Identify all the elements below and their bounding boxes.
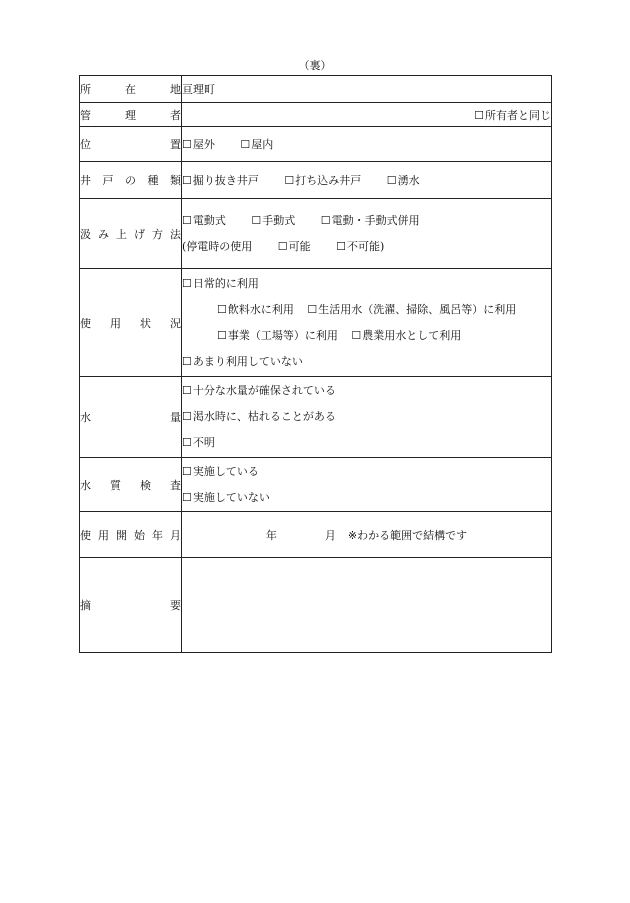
checkbox-icon: ☐: [182, 276, 192, 290]
option-label: あまり利用していない: [192, 354, 303, 368]
label-char: 査: [170, 478, 181, 492]
checkbox-icon: ☐: [251, 213, 262, 227]
option-label: 屋外: [192, 138, 215, 151]
start-date-note: ※わかる範囲で結構です: [347, 528, 468, 542]
label-well-type: [80, 162, 182, 199]
label-char: 上: [116, 227, 127, 241]
option-label: 掘り抜き井戸: [192, 174, 259, 187]
position-field: [182, 127, 552, 162]
label-char: 始: [134, 528, 145, 542]
agriculture-checkbox[interactable]: [351, 329, 461, 342]
row-location: [80, 76, 552, 103]
location-value: 亘理町: [182, 83, 215, 96]
start-date-field[interactable]: [182, 512, 552, 558]
checkbox-icon: ☐: [182, 490, 192, 504]
label-char: 月: [170, 528, 181, 542]
combined-checkbox[interactable]: [321, 214, 420, 227]
well-type-field: [182, 162, 552, 199]
checkbox-icon: ☐: [336, 239, 347, 253]
option-label: 打ち込み井戸: [295, 174, 362, 187]
usage-line-sub1: [182, 297, 551, 323]
label-char: 類: [170, 174, 181, 187]
label-char: げ: [134, 227, 145, 241]
label-char: 法: [170, 227, 181, 241]
option-label: 電動・手動式併用: [331, 213, 420, 227]
year-unit: 年: [265, 528, 277, 542]
label-pumping: [80, 199, 182, 269]
label-remarks: [80, 558, 182, 653]
option-label: 屋内: [251, 138, 274, 151]
sufficient-checkbox[interactable]: [182, 384, 336, 397]
label-char: 量: [170, 411, 181, 424]
label-char: 種: [147, 174, 159, 187]
volume-line: [182, 430, 551, 456]
label-char: 戸: [102, 174, 114, 187]
indoor-checkbox[interactable]: [240, 138, 273, 151]
label-char: 位: [80, 138, 91, 151]
manual-checkbox[interactable]: [251, 214, 295, 227]
row-position: [80, 127, 552, 162]
business-checkbox[interactable]: [217, 329, 338, 342]
blackout-suffix: ): [380, 239, 385, 253]
row-quality: [80, 458, 552, 512]
page-title: （裏）: [298, 59, 332, 72]
checkbox-icon: ☐: [182, 138, 192, 151]
volume-line: [182, 404, 551, 430]
rarely-used-checkbox[interactable]: [182, 355, 303, 368]
label-char: 質: [110, 478, 121, 492]
manager-field[interactable]: [182, 103, 552, 127]
label-char: み: [98, 227, 109, 241]
label-char: 水: [80, 411, 91, 424]
tested-checkbox[interactable]: [182, 465, 259, 478]
checkbox-icon: ☐: [217, 328, 227, 342]
row-remarks: [80, 558, 552, 653]
label-char: 置: [170, 138, 181, 151]
label-char: 汲: [80, 227, 91, 241]
quality-field: [182, 458, 552, 512]
row-pumping: [80, 199, 552, 269]
label-volume: [80, 377, 182, 458]
row-volume: [80, 377, 552, 458]
option-label: 湧水: [397, 174, 420, 187]
blackout-prefix: (停電時の使用: [182, 239, 253, 253]
usage-line-rare: [182, 349, 551, 375]
checkbox-icon: ☐: [320, 213, 331, 227]
label-position: [80, 127, 182, 162]
label-char: 用: [98, 528, 109, 542]
option-label: 可能: [288, 239, 311, 253]
checkbox-icon: ☐: [284, 174, 295, 187]
label-usage: [80, 269, 182, 377]
blackout-impossible-checkbox[interactable]: [336, 240, 380, 253]
checkbox-icon: ☐: [182, 174, 192, 187]
pumping-field: [182, 199, 552, 269]
quality-line: [182, 459, 551, 485]
checkbox-icon: ☐: [474, 108, 484, 122]
label-location: [80, 76, 182, 103]
label-char: 検: [140, 478, 151, 492]
driven-well-checkbox[interactable]: [284, 174, 361, 187]
label-char: 管: [80, 108, 91, 122]
option-label: 実施している: [192, 464, 259, 478]
label-start-date: [80, 512, 182, 558]
checkbox-icon: ☐: [182, 213, 192, 227]
label-manager: [80, 103, 182, 127]
checkbox-icon: ☐: [182, 354, 192, 368]
quality-line: [182, 485, 551, 511]
option-label: 不可能: [347, 239, 381, 253]
pumping-options: [182, 208, 551, 234]
label-char: 年: [152, 528, 163, 542]
location-field[interactable]: [182, 76, 552, 103]
domestic-checkbox[interactable]: [307, 303, 516, 316]
label-quality: [80, 458, 182, 512]
label-char: 在: [125, 83, 136, 96]
row-start-date: [80, 512, 552, 558]
label-char: の: [125, 174, 136, 187]
label-char: 況: [170, 316, 181, 330]
label-char: 地: [170, 83, 181, 96]
label-char: 使: [80, 528, 91, 542]
label-char: 摘: [80, 599, 91, 612]
drinking-checkbox[interactable]: [217, 303, 294, 316]
option-label: 生活用水（洗濯、掃除、風呂等）に利用: [318, 302, 517, 316]
not-tested-checkbox[interactable]: [182, 491, 270, 504]
row-manager: [80, 103, 552, 127]
option-label: 所有者と同じ: [485, 108, 551, 122]
checkbox-icon: ☐: [277, 239, 288, 253]
usage-line-sub2: [182, 323, 551, 349]
option-label: 事業（工場等）に利用: [227, 328, 338, 342]
daily-use-checkbox[interactable]: [182, 277, 259, 290]
label-char: 状: [140, 316, 151, 330]
option-label: 飲料水に利用: [227, 302, 294, 316]
label-char: 方: [152, 227, 163, 241]
remarks-field[interactable]: [182, 558, 552, 653]
option-label: 実施していない: [192, 490, 270, 504]
checkbox-icon: ☐: [182, 384, 192, 397]
electric-checkbox[interactable]: [182, 214, 226, 227]
label-char: 要: [170, 599, 181, 612]
option-label: 手動式: [262, 213, 296, 227]
label-char: 開: [116, 528, 127, 542]
checkbox-icon: ☐: [182, 436, 192, 449]
dug-well-checkbox[interactable]: [182, 174, 259, 187]
same-as-owner-checkbox[interactable]: [474, 109, 551, 122]
spring-checkbox[interactable]: [387, 174, 420, 187]
option-label: 電動式: [192, 213, 226, 227]
label-char: 理: [125, 108, 136, 122]
option-label: 不明: [192, 436, 215, 449]
row-well-type: [80, 162, 552, 199]
row-usage: [80, 269, 552, 377]
option-label: 十分な水量が確保されている: [192, 384, 336, 397]
option-label: 日常的に利用: [192, 276, 259, 290]
checkbox-icon: ☐: [307, 302, 318, 316]
volume-field: [182, 377, 552, 458]
label-char: 用: [110, 316, 121, 330]
checkbox-icon: ☐: [182, 410, 192, 423]
label-char: 井: [80, 174, 91, 187]
month-unit: 月: [324, 528, 336, 542]
blackout-options: [182, 234, 551, 260]
drought-dry-checkbox[interactable]: [182, 410, 336, 423]
volume-line: [182, 378, 551, 404]
label-char: 使: [80, 316, 91, 330]
label-char: 所: [80, 83, 91, 96]
well-info-form: [79, 75, 552, 653]
checkbox-icon: ☐: [182, 464, 192, 478]
usage-field: [182, 269, 552, 377]
usage-line-daily: [182, 271, 551, 297]
checkbox-icon: ☐: [351, 328, 362, 342]
blackout-possible-checkbox[interactable]: [278, 240, 311, 253]
checkbox-icon: ☐: [386, 174, 397, 187]
unknown-checkbox[interactable]: [182, 436, 215, 449]
label-char: 者: [170, 108, 181, 122]
label-char: 水: [80, 478, 91, 492]
checkbox-icon: ☐: [217, 302, 227, 316]
outdoor-checkbox[interactable]: [182, 138, 215, 151]
option-label: 農業用水として利用: [362, 328, 462, 342]
option-label: 渇水時に、枯れることがある: [192, 410, 336, 423]
checkbox-icon: ☐: [240, 138, 251, 151]
